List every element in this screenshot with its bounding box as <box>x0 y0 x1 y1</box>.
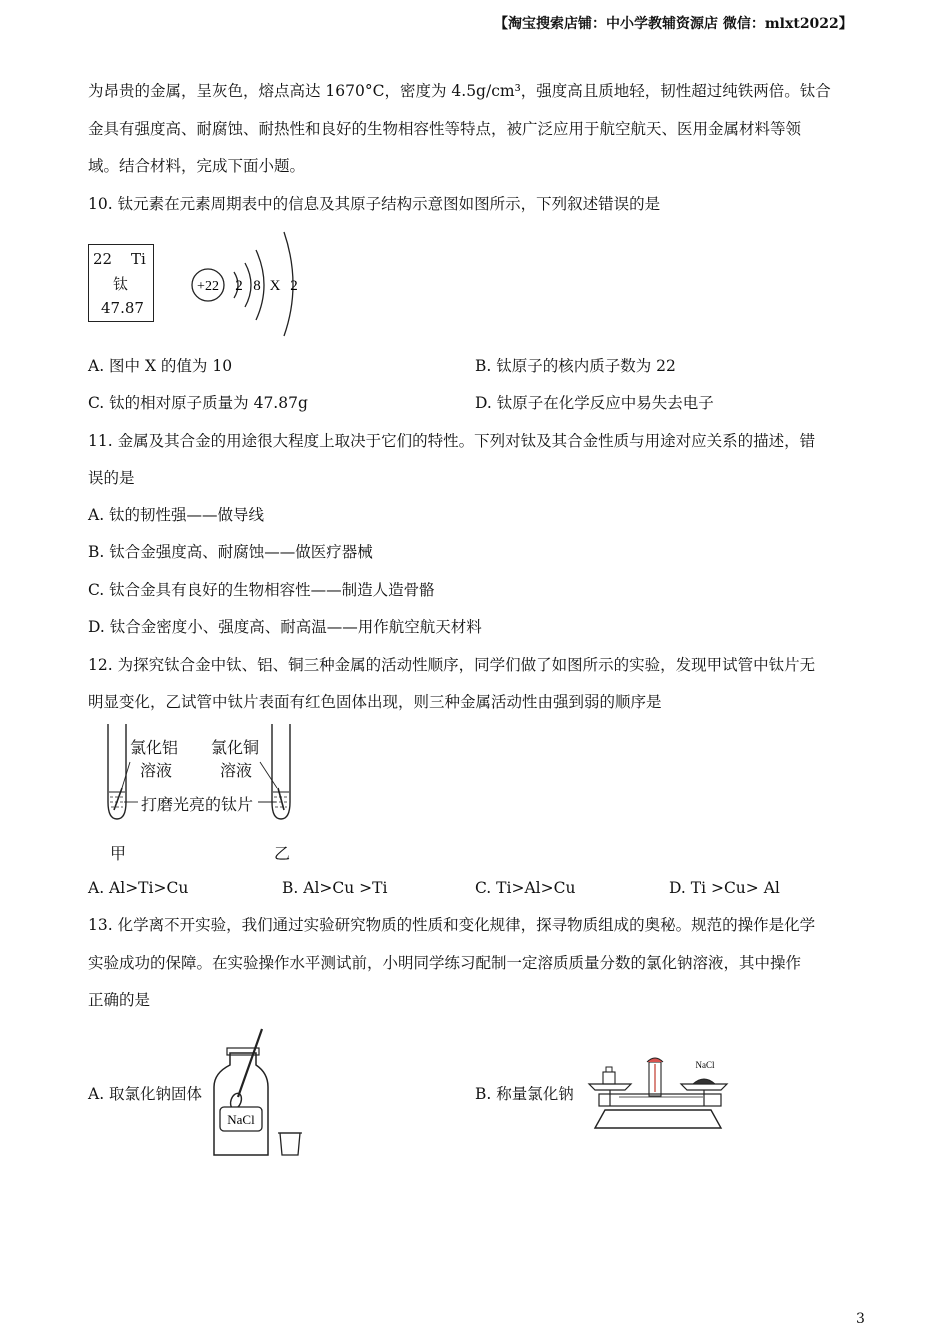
q12-option-a[interactable]: A. Al>Ti>Cu <box>88 879 189 897</box>
page-number: 3 <box>856 1311 865 1327</box>
balance-indicator <box>647 1058 663 1062</box>
reagent-bottle <box>214 1053 268 1155</box>
q11-stem-line-1: 11. 金属及其合金的用途很大程度上取决于它们的特性。下列对钛及其合金性质与用途对应关系的描述，错 <box>88 432 816 450</box>
q11-option-a[interactable]: A. 钛的韧性强——做导线 <box>88 506 265 524</box>
q10-option-c[interactable]: C. 钛的相对原子质量为 47.87g <box>88 394 308 412</box>
weight <box>603 1072 615 1084</box>
q10-option-a[interactable]: A. 图中 X 的值为 10 <box>88 357 233 375</box>
q11-stem-line-2: 误的是 <box>88 469 135 487</box>
q10-option-d[interactable]: D. 钛原子在化学反应中易失去电子 <box>475 394 714 412</box>
shell-electrons-1: 2 <box>235 278 243 294</box>
q13-stem-line-3: 正确的是 <box>88 991 151 1009</box>
q10-element-card <box>88 244 154 322</box>
intro-line-2: 金具有强度高、耐腐蚀、耐热性和良好的生物相容性等特点，被广泛应用于航空航天、医用金属材料等领 <box>88 120 802 138</box>
intro-line-1: 为昂贵的金属，呈灰色，熔点高达 1670°C，密度为 4.5g/cm³，强度高且质地轻，韧性超过纯铁两倍。钛合 <box>88 82 831 100</box>
page-header: 【淘宝搜索店铺：中小学教辅资源店 微信：mlxt2022】 <box>494 16 853 32</box>
shell-electrons-4: 2 <box>290 278 298 294</box>
element-name: 钛 <box>113 275 129 293</box>
bottle-label-text: NaCl <box>227 1112 255 1127</box>
shell-electrons-3: X <box>269 278 281 294</box>
q13-stem-line-1: 13. 化学离不开实验，我们通过实验研究物质的性质和变化规律，探寻物质组成的奥秘。规范的操作是化学 <box>88 916 816 934</box>
weight-knob <box>606 1067 612 1072</box>
q11-option-c[interactable]: C. 钛合金具有良好的生物相容性——制造人造骨骼 <box>88 581 435 599</box>
q13-option-a[interactable]: A. 取氯化钠固体 <box>88 1085 203 1103</box>
tube-label-jia: 甲 <box>110 844 127 863</box>
right-solution-label-line-2: 溶液 <box>220 761 253 780</box>
element-symbol: Ti <box>131 250 146 268</box>
tube-label-yi: 乙 <box>274 844 291 863</box>
right-pan <box>681 1084 727 1090</box>
balance-base <box>595 1110 721 1128</box>
element-atomic-number: 22 <box>93 250 113 268</box>
q12-option-b[interactable]: B. Al>Cu >Ti <box>282 879 388 897</box>
left-solution-label-line-1: 氯化铝 <box>130 738 179 757</box>
shell-arc-2 <box>245 263 251 307</box>
q13-balance-figure <box>585 1052 735 1132</box>
spoon-handle <box>238 1029 262 1097</box>
titanium-piece-label: 打磨光亮的钛片 <box>141 795 254 814</box>
q12-stem-line-2: 明显变化，乙试管中钛片表面有红色固体出现，则三种金属活动性由强到弱的顺序是 <box>88 693 662 711</box>
q10-option-b[interactable]: B. 钛原子的核内质子数为 22 <box>475 357 676 375</box>
q13-option-b[interactable]: B. 称量氯化钠 <box>475 1085 574 1103</box>
q12-stem-line-1: 12. 为探究钛合金中钛、铝、铜三种金属的活动性顺序，同学们做了如图所示的实验，发现甲试管中钛片无 <box>88 656 816 674</box>
q10-atom-diagram <box>190 230 310 338</box>
element-mass: 47.87 <box>101 299 144 317</box>
q11-option-d[interactable]: D. 钛合金密度小、强度高、耐高温——用作航空航天材料 <box>88 618 482 636</box>
q10-stem: 10. 钛元素在元素周期表中的信息及其原子结构示意图如图所示，下列叙述错误的是 <box>88 195 661 213</box>
q12-option-c[interactable]: C. Ti>Al>Cu <box>475 879 576 897</box>
sodium-chloride-pile <box>693 1079 715 1084</box>
right-solution-pointer <box>260 762 277 788</box>
left-solution-label-line-2: 溶液 <box>140 761 173 780</box>
left-pan <box>589 1084 631 1090</box>
shell-electrons-2: 8 <box>253 278 261 294</box>
intro-line-3: 域。结合材料，完成下面小题。 <box>88 157 306 175</box>
q13-bottle-figure <box>208 1025 313 1160</box>
nucleus-charge: +22 <box>197 279 219 294</box>
q12-option-d[interactable]: D. Ti >Cu> Al <box>669 879 780 897</box>
q13-stem-line-2: 实验成功的保障。在实验操作水平测试前，小明同学练习配制一定溶质质量分数的氯化钠溶液，其中操作 <box>88 954 802 972</box>
q11-option-b[interactable]: B. 钛合金强度高、耐腐蚀——做医疗器械 <box>88 543 373 561</box>
right-test-tube <box>272 724 290 819</box>
beaker <box>280 1133 300 1155</box>
left-test-tube <box>108 724 126 819</box>
right-solution-label-line-1: 氯化铜 <box>211 738 260 757</box>
balance-nacl-label: NaCl <box>695 1060 715 1070</box>
